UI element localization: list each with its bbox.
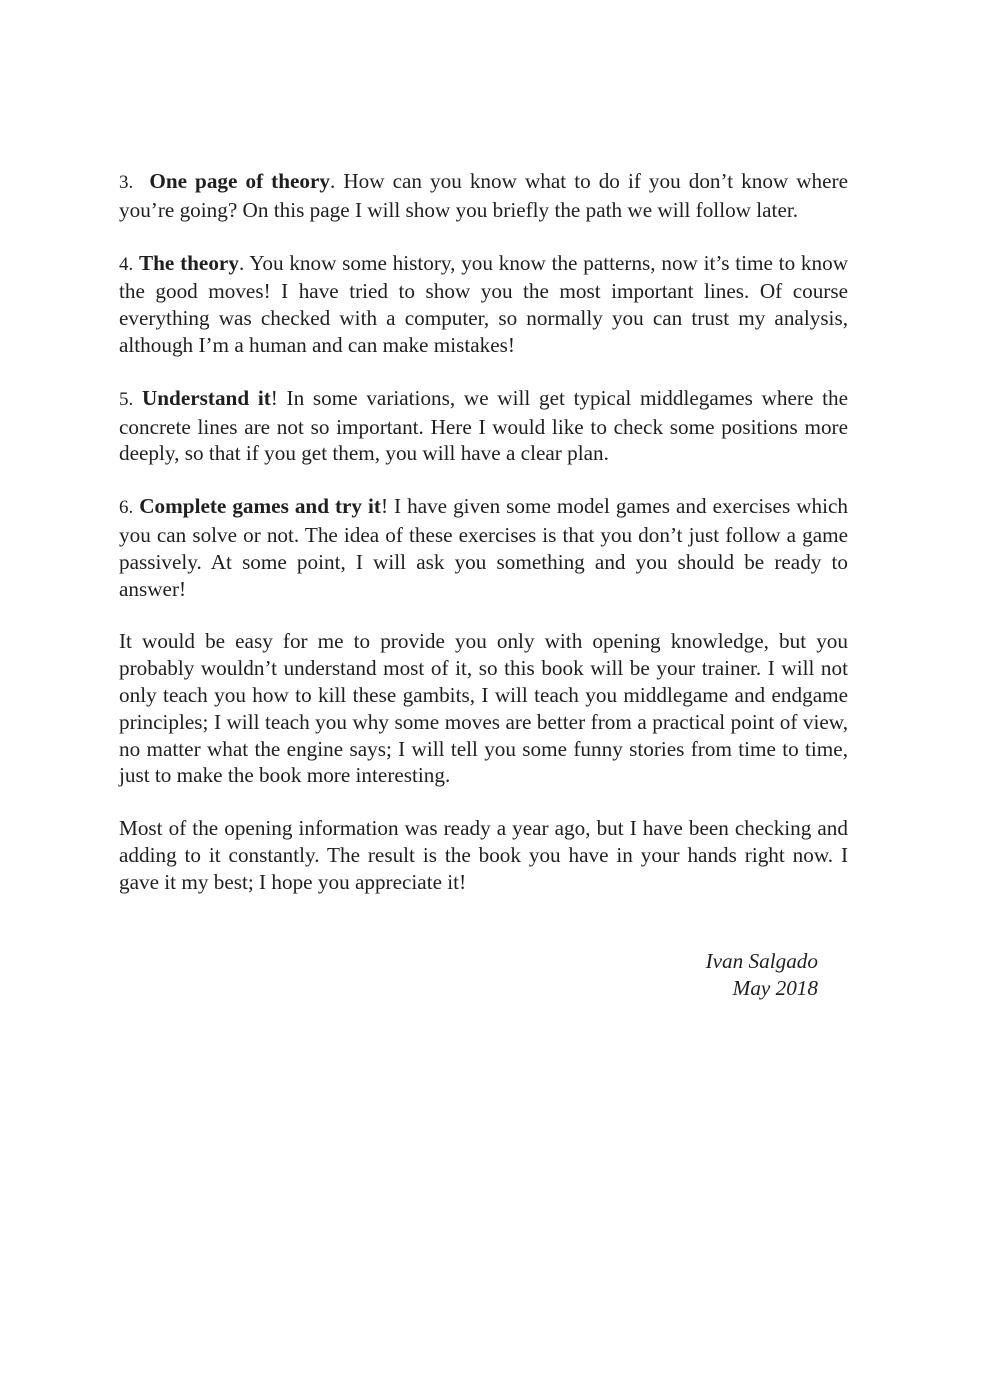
list-item-6: [119, 493, 848, 602]
page-body: [119, 168, 848, 922]
item-text: . How can you know what to do if you don’t know where you’re going? On this page I will show you briefly the path we will follow later.: [119, 169, 849, 222]
list-item-4: [119, 250, 848, 359]
item-text: ! I have given some model games and exercises which you can solve or not. The idea of these exercises is that you don’t just follow a game passively. At some point, I will ask you something and you should be ready to answer!: [119, 494, 848, 601]
author-name: Ivan Salgado: [705, 949, 818, 973]
item-text: ! In some variations, we will get typical middlegames where the concrete lines are not so important. Here I would like to check some positions more deeply, so that if you get them, you will have a clear plan.: [119, 385, 848, 466]
item-number: 5.: [119, 388, 134, 410]
item-title: The theory: [139, 250, 239, 275]
list-item-3: [119, 168, 848, 224]
item-title: One page of theory: [149, 169, 330, 193]
signature-date: May 2018: [732, 975, 818, 1000]
body-paragraph-2: Most of the opening information was ready a year ago, but I have been checking and adding to it constantly. The result is the book you have in your hands right now. I gave it my best; I hope you appreciate it!: [119, 816, 848, 894]
item-number: 6.: [119, 497, 134, 519]
body-paragraph-1: It would be easy for me to provide you only with opening knowledge, but you probably wouldn’t understand most of it, so this book will be your trainer. I will not only teach you how to kill these gambits, I will teach you middlegame and endgame principles; I will teach you why some moves are better from a practical point of view, no matter what the engine says; I will tell you some funny stories from time to time, just to make the book more interesting.: [119, 629, 848, 788]
item-number: 4.: [119, 253, 134, 275]
list-item-5: [119, 385, 848, 467]
item-title: Understand it: [141, 385, 271, 410]
item-number: 3.: [119, 172, 134, 193]
item-title: Complete games and try it: [139, 494, 381, 519]
signature-block: [600, 948, 818, 1002]
item-text: . You know some history, you know the patterns, now it’s time to know the good moves! I have tried to show you the most important lines. Of course everything was checked with a computer, so normally you can trust my analysis, although I’m a human and can make mistakes!: [119, 250, 849, 357]
